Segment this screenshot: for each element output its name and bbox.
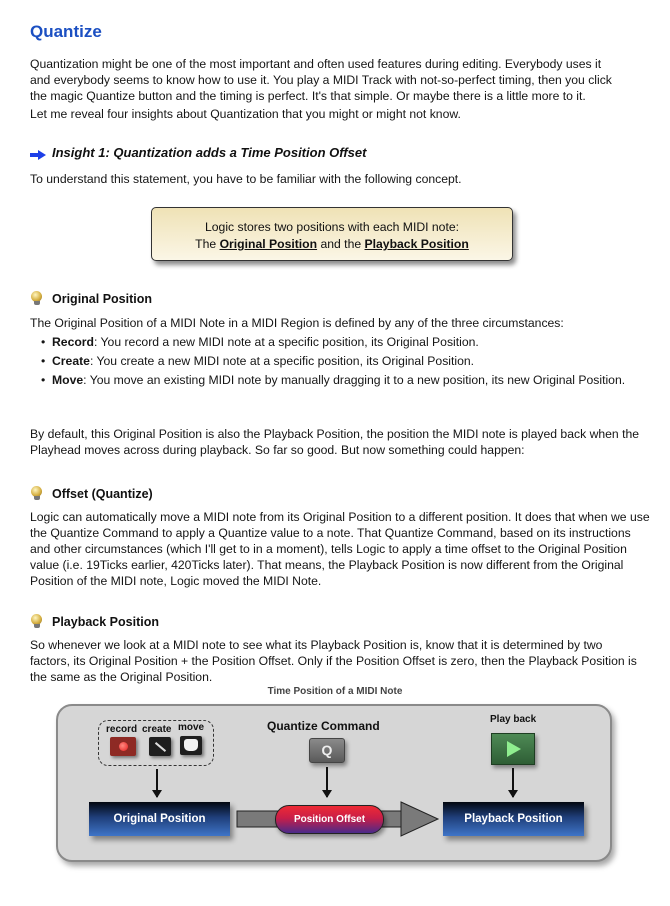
- concept-callout: [151, 207, 513, 261]
- create-label: create: [142, 724, 172, 735]
- list-item: • Create: You create a new MIDI note at a specific position, its Original Position.: [30, 353, 650, 369]
- quantize-key-button: Q: [309, 738, 345, 763]
- lightbulb-icon: [30, 486, 43, 501]
- right-arrow-icon: [30, 148, 46, 158]
- insight-heading: [30, 145, 366, 160]
- pencil-icon: [149, 737, 171, 756]
- list-item: • Move: You move an existing MIDI note by manually dragging it to a new position, its new Original Position.: [30, 372, 642, 388]
- section-heading-original-position: Original Position: [30, 291, 152, 306]
- position-offset-pill: Position Offset: [275, 805, 384, 834]
- down-arrow-icon: [326, 767, 328, 797]
- play-icon: [491, 733, 535, 765]
- playback-label: Play back: [490, 714, 537, 725]
- playback-position-term: Playback Position: [364, 237, 469, 251]
- lightbulb-icon: [30, 291, 43, 306]
- section-text: By default, this Original Position is also the Playback Position, the position the MIDI note is played back when the Playhead moves across during playback. So far so good. But now something could happen:: [30, 427, 640, 457]
- diagram-caption: Time Position of a MIDI Note: [267, 686, 403, 697]
- insight-text: To understand this statement, you have to be familiar with the following concept.: [30, 172, 462, 186]
- intro-paragraph: [30, 56, 650, 122]
- quantize-command-label: Quantize Command: [267, 719, 380, 733]
- callout-line1: Logic stores two positions with each MIDI note:: [204, 220, 460, 234]
- bullet-list: [30, 334, 650, 388]
- section-heading-playback-position: Playback Position: [30, 614, 159, 629]
- section-heading-offset: Offset (Quantize): [30, 486, 153, 501]
- intro-line: the magic Quantize button and the timing is perfect. It's that simple. Or maybe there is a little more to it.: [30, 89, 586, 103]
- playback-position-box: Playback Position: [443, 802, 584, 836]
- record-icon: [110, 737, 136, 756]
- list-item: • Record: You record a new MIDI note at a specific position, its Original Position.: [30, 334, 650, 350]
- intro-line: Quantization might be one of the most important and often used features during editing. Everybody uses it: [30, 57, 602, 71]
- intro-line: Let me reveal four insights about Quantization that you might or might not know.: [30, 107, 461, 121]
- move-label: move: [178, 722, 205, 733]
- section-text: The Original Position of a MIDI Note in a MIDI Region is defined by any of the three circumstances: • Record: You record a new MIDI note at a specific position, its Original Position. • Create: You create a new MIDI note at a specific position, its Original Position. • Move: You move an existing MIDI note by manually dragging it to a new position, its new Original Position.: [30, 315, 650, 391]
- lightbulb-icon: [30, 614, 43, 629]
- down-arrow-icon: [512, 768, 514, 797]
- record-label: record: [106, 724, 138, 735]
- down-arrow-icon: [156, 769, 158, 797]
- hand-icon: [180, 736, 202, 755]
- section-text: So whenever we look at a MIDI note to see what its Playback Position is, know that it is determined by two factors, its Original Position + the Position Offset. Only if the Position Offset is zero, then the Playback Position is the same as the Original Position.: [30, 638, 637, 684]
- original-position-term: Original Position: [219, 237, 318, 251]
- section-text: Logic can automatically move a MIDI note from its Original Position to a different position. It does that when we use the Quantize Command to apply a Quantize value to a note. That Quantize Command, based on its instructions and other circumstances (which I'll get to in a moment), tells Logic to apply a time offset to the Original Position value (i.e. 19Ticks earlier, 420Ticks later). That means, the Playback Position is now different from the Original Position of the MIDI note, Logic moved the MIDI Note.: [30, 510, 650, 588]
- original-position-box: Original Position: [89, 802, 230, 836]
- intro-line: and everybody seems to know how to use it. You play a MIDI Track with not-so-perfect timing, then you click: [30, 73, 612, 87]
- insight-heading-text: Insight 1: Quantization adds a Time Position Offset: [52, 145, 367, 160]
- callout-line2: The Original Position and the Playback Position: [195, 237, 469, 251]
- page-title: Quantize: [30, 22, 102, 41]
